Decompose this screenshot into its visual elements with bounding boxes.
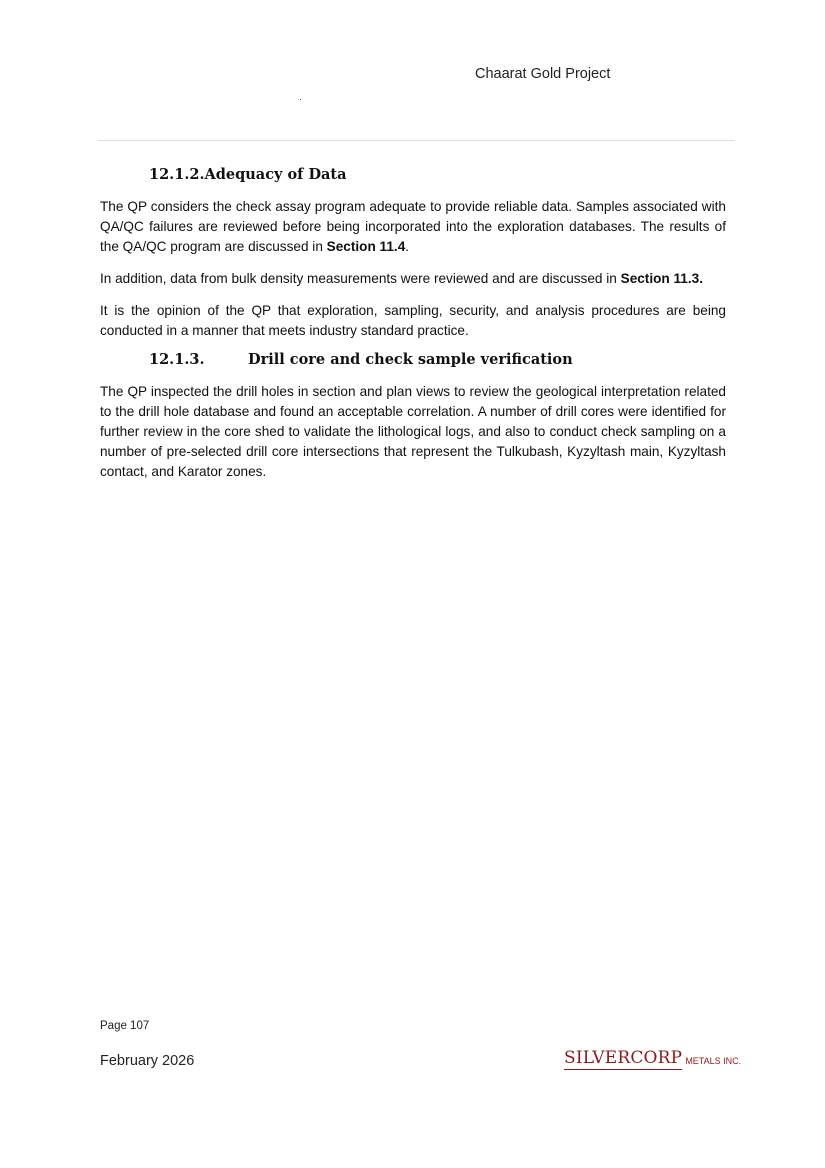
- section-heading-12-1-2: [100, 164, 726, 186]
- logo-wordmark: SILVERCORP: [564, 1048, 683, 1068]
- section-title: Adequacy of Data: [204, 166, 347, 183]
- logo-subtext: METALS INC.: [685, 1056, 742, 1066]
- silvercorp-logo: [564, 1040, 741, 1068]
- section-heading-12-1-3: [100, 349, 726, 371]
- page-number: Page 107: [100, 1020, 150, 1032]
- section-title: Drill core and check sample verification: [248, 351, 573, 368]
- section-reference: Section 11.4: [326, 239, 406, 254]
- paragraph: The QP considers the check assay program adequate to provide reliable data. Samples associated with QA/QC failures are reviewed before being incorporated into the exploration databases. The results of the QA/QC program are discussed in Section 11.4.: [100, 199, 726, 254]
- section-number: 12.1.3.: [149, 351, 205, 368]
- section-reference: Section 11.3.: [620, 271, 703, 286]
- header-divider: [98, 140, 735, 141]
- paragraph: It is the opinion of the QP that exploration, sampling, security, and analysis procedures are being conducted in a manner that meets industry standard practice.: [100, 303, 726, 338]
- paragraph: In addition, data from bulk density measurements were reviewed and are discussed in Section 11.3.: [100, 271, 703, 286]
- document-body: [100, 164, 726, 494]
- stray-mark: [300, 99, 301, 100]
- running-header-title: Chaarat Gold Project: [475, 66, 611, 82]
- section-number: 12.1.2.: [149, 166, 205, 183]
- document-date: February 2026: [100, 1053, 195, 1069]
- paragraph: The QP inspected the drill holes in section and plan views to review the geological interpretation related to the drill hole database and found an acceptable correlation. A number of drill cores were identified for further review in the core shed to validate the lithological logs, and also to conduct check sampling on a number of pre-selected drill core intersections that represent the Tulkubash, Kyzyltash main, Kyzyltash contact, and Karator zones.: [100, 384, 726, 479]
